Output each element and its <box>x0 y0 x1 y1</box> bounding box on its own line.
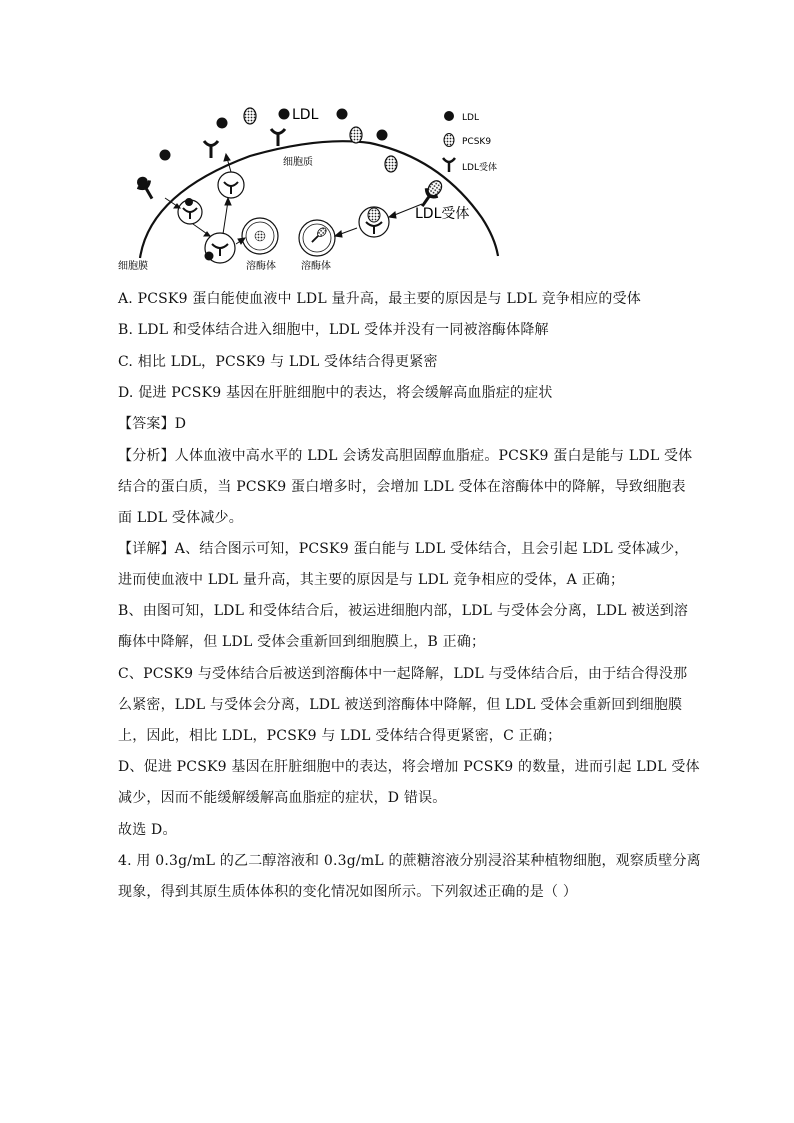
analysis-line: 面 LDL 受体减少。 <box>118 510 243 526</box>
option-d: D. 促进 PCSK9 基因在肝脏细胞中的表达，将会缓解高血脂症的症状 <box>118 385 553 401</box>
ldl-receptor-icon <box>204 141 218 158</box>
pcsk9-icon <box>444 134 454 147</box>
ldl-dot-icon <box>377 130 388 141</box>
legend <box>443 111 497 173</box>
legend-receptor: LDL受体 <box>462 163 497 173</box>
conclusion: 故选 D。 <box>118 822 177 838</box>
cytoplasm-label: 细胞质 <box>283 157 313 168</box>
membrane-label: 细胞膜 <box>118 261 148 272</box>
analysis-line: 结合的蛋白质，当 PCSK9 蛋白增多时，会增加 LDL 受体在溶酶体中的降解，导致细胞表 <box>118 479 686 495</box>
lysosome-label-1: 溶酶体 <box>246 261 276 272</box>
receptor-with-ldl <box>134 174 158 202</box>
legend-ldl: LDL <box>462 113 479 123</box>
detail-line: 【详解】A、结合图示可知，PCSK9 蛋白能与 LDL 受体结合，且会引起 LDL 受体减少， <box>118 541 689 557</box>
ldl-receptor-icon <box>443 158 455 172</box>
vesicle-2 <box>218 172 244 198</box>
detail-line: 酶体中降解，但 LDL 受体会重新回到细胞膜上，B 正确； <box>118 634 486 650</box>
question4-line: 现象，得到其原生质体体积的变化情况如图所示。下列叙述正确的是（ ） <box>118 884 578 900</box>
ldl-receptor-icon <box>271 129 285 146</box>
answer: 【答案】D <box>118 416 187 432</box>
ldl-top-label: LDL <box>292 107 319 123</box>
vesicle-1 <box>178 198 202 224</box>
pcsk9-icon <box>244 108 256 124</box>
detail-line: 么紧密，LDL 与受体会分离，LDL 被送到溶酶体中降解，但 LDL 受体会重新回到细胞膜 <box>118 697 683 713</box>
ldl-dot-icon <box>160 150 171 161</box>
lysosome-label-2: 溶酶体 <box>301 261 331 272</box>
vesicle-3 <box>205 233 236 263</box>
detail-line: 进而使血液中 LDL 量升高，其主要的原因是与 LDL 竞争相应的受体，A 正确； <box>118 572 625 588</box>
legend-pcsk9: PCSK9 <box>462 137 492 147</box>
option-c: C. 相比 LDL，PCSK9 与 LDL 受体结合得更紧密 <box>118 354 438 370</box>
detail-line: C、PCSK9 与受体结合后被送到溶酶体中一起降解，LDL 与受体结合后，由于结合得没那 <box>118 666 688 682</box>
ldl-dot-icon <box>279 109 290 120</box>
ldl-pcsk9-diagram <box>110 98 510 278</box>
detail-line: 上，因此，相比 LDL，PCSK9 与 LDL 受体结合得更紧密，C 正确； <box>118 728 562 744</box>
detail-line: B、由图可知，LDL 和受体结合后，被运进细胞内部，LDL 与受体会分离，LDL 被送到溶 <box>118 603 689 619</box>
analysis-line: 【分析】人体血液中高水平的 LDL 会诱发高胆固醇血脂症。PCSK9 蛋白是能与 LDL 受体 <box>118 448 693 464</box>
option-b: B. LDL 和受体结合进入细胞中，LDL 受体并没有一同被溶酶体降解 <box>118 322 549 338</box>
pcsk9-icon <box>385 156 397 172</box>
ldl-dot-icon <box>337 109 348 120</box>
receptor-side-label: LDL受体 <box>415 206 470 222</box>
lysosome-1 <box>242 218 278 254</box>
lysosome-2 <box>299 220 335 256</box>
ldl-dot-icon <box>217 118 228 129</box>
pcsk9-icon <box>350 127 362 143</box>
detail-line: D、促进 PCSK9 基因在肝脏细胞中的表达，将会增加 PCSK9 的数量，进而引起 LDL 受体 <box>118 759 700 775</box>
option-a: A. PCSK9 蛋白能使血液中 LDL 量升高，最主要的原因是与 LDL 竞争相应的受体 <box>118 291 641 307</box>
question4-line: 4. 用 0.3g/mL 的乙二醇溶液和 0.3g/mL 的蔗糖溶液分别浸浴某种植物细胞，观察质壁分离 <box>118 853 701 869</box>
vesicle-4 <box>359 207 389 237</box>
detail-line: 减少，因而不能缓解缓解高血脂症的症状，D 错误。 <box>118 790 447 806</box>
ldl-dot-icon <box>444 111 454 121</box>
